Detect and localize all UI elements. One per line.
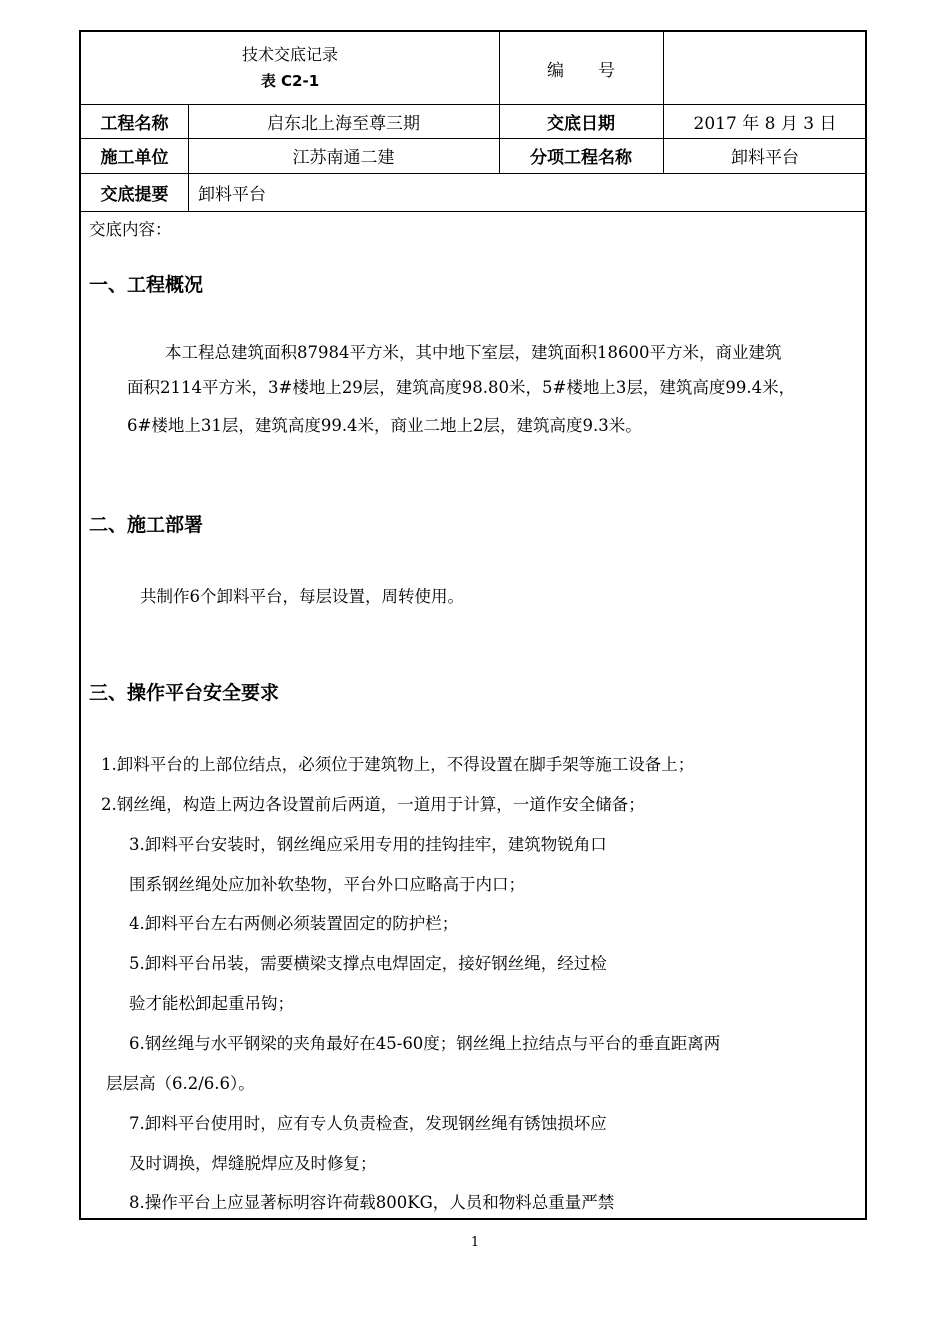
content-label: 交底内容：: [89, 220, 172, 239]
unit-label: 施工单位: [100, 148, 169, 168]
form-number: 表 C2-1: [260, 72, 320, 90]
section-3-line: 围系钢丝绳处应加补软垫物，平台外口应略高于内口；: [129, 875, 525, 894]
section-3-line: 及时调换，焊缝脱焊应及时修复；: [129, 1154, 377, 1173]
form-title-block: [81, 32, 499, 104]
summary-value: 卸料平台: [198, 184, 266, 205]
section-2-title: 二、施工部署: [89, 514, 204, 536]
section-3-line: 1.卸料平台的上部位结点，必须位于建筑物上，不得设置在脚手架等施工设备上；: [101, 755, 695, 774]
number-label: 编 号: [547, 60, 615, 81]
section-2-line: 共制作6个卸料平台，每层设置，周转使用。: [140, 587, 464, 606]
section-3-line: 层层高（6.2/6.6）。: [106, 1074, 255, 1093]
row-divider: [81, 211, 865, 212]
section-1-title: 一、工程概况: [89, 274, 204, 296]
project-name-label: 工程名称: [100, 113, 169, 134]
subproject-value: 卸料平台: [731, 148, 799, 168]
number-value: [663, 32, 867, 104]
section-1-line: 面积2114平方米，3#楼地上29层，建筑高度98.80米，5#楼地上3层，建筑高度99.4米，: [127, 378, 796, 397]
section-3-title: 三、操作平台安全要求: [89, 682, 280, 704]
section-3-line: 2.钢丝绳，构造上两边各设置前后两道，一道用于计算，一道作安全储备；: [101, 795, 645, 814]
section-3-line: 5.卸料平台吊装，需要横梁支撑点电焊固定，接好钢丝绳，经过检: [129, 954, 607, 973]
section-3-line: 7.卸料平台使用时，应有专人负责检查，发现钢丝绳有锈蚀损坏应: [129, 1114, 607, 1133]
summary-label: 交底提要: [100, 184, 169, 205]
section-3-line: 验才能松卸起重吊钩；: [129, 994, 294, 1013]
project-name-value: 启东北上海至尊三期: [267, 113, 420, 134]
date-value: 2017 年 8 月 3 日: [693, 113, 837, 134]
section-3-line: 6.钢丝绳与水平钢梁的夹角最好在45-60度；钢丝绳上拉结点与平台的垂直距离两: [129, 1034, 721, 1053]
unit-value: 江苏南通二建: [292, 148, 395, 168]
section-3-line: 4.卸料平台左右两侧必须装置固定的防护栏；: [129, 914, 459, 933]
form-title: 技术交底记录: [241, 45, 338, 64]
section-3-line: 8.操作平台上应显著标明容许荷载800KG，人员和物料总重量严禁: [129, 1193, 615, 1212]
date-label: 交底日期: [547, 113, 615, 134]
section-3-line: 3.卸料平台安装时，钢丝绳应采用专用的挂钩挂牢，建筑物锐角口: [129, 835, 607, 854]
page-number: 1: [470, 1235, 480, 1250]
subproject-label: 分项工程名称: [530, 148, 632, 168]
section-1-line: 本工程总建筑面积87984平方米，其中地下室层，建筑面积18600平方米，商业建筑: [165, 343, 782, 362]
section-1-line: 6#楼地上31层，建筑高度99.4米，商业二地上2层，建筑高度9.3米。: [127, 416, 642, 435]
